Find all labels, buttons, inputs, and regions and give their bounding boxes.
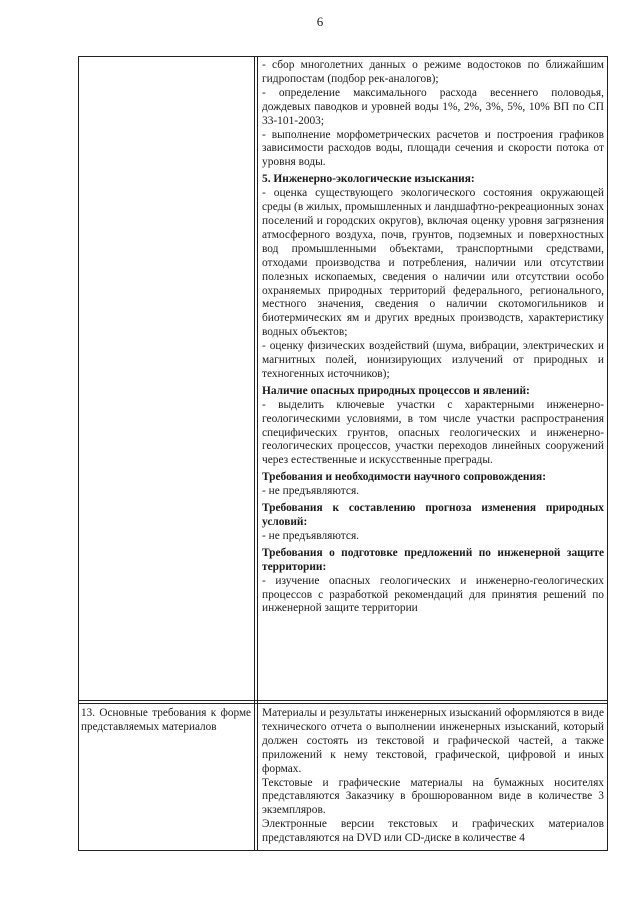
- section-heading: 5. Инженерно-экологические изыскания:: [262, 173, 475, 186]
- row2-requirements-cell: [262, 707, 604, 846]
- row-divider: [79, 703, 607, 704]
- paragraph: - оценка существующего экологического состояния окружающей среды (в жилых, промышленных и ландшафтно-рекреационных зонах поселений и городских округов), включая оценку уровня загрязнения атмосферного воздуха, почв, грунтов, подземных и поверхностных вод промышленными объектами, транспортными средствами, отходами производства и потребления, наличии или отсутствии полезных ископаемых, сведения о наличии или отсутствии особо охраняемых природных территорий федерального, регионального, местного значения, сведения о наличии скотомогильников и биотермических ям и других вредных производств, характеристику водных объектов;: [262, 187, 604, 339]
- paragraph: - сбор многолетних данных о режиме водостоков по ближайшим гидропостам (подбор рек-аналогов);: [262, 59, 604, 85]
- paragraph: Материалы и результаты инженерных изысканий оформляются в виде технического отчета о выполнении инженерных изысканий, который должен состоять из текстовой и графической частей, а также приложений к нему текстовой, графической, цифровой и иных формах.: [262, 707, 604, 775]
- paragraph: Текстовые и графические материалы на бумажных носителях представляются Заказчику в брошюрованном виде в количестве 3 экземпляров.: [262, 776, 604, 817]
- section-heading: Требования о подготовке предложений по инженерной защите территории:: [262, 546, 604, 573]
- paragraph: - изучение опасных геологических и инженерно-геологических процессов с разработкой рекомендаций для принятия решений по инженерной защите территории: [262, 574, 604, 615]
- paragraph: - не предъявляются.: [262, 485, 360, 498]
- section-heading: Требования к составлению прогноза изменения природных условий:: [262, 502, 604, 528]
- paragraph: - выполнение морфометрических расчетов и построения графиков зависимости расходов воды, площади сечения и скорости потока от уровня воды.: [262, 128, 604, 169]
- paragraph: - выделить ключевые участки с характерными инженерно-геологическими условиями, в том числе участки распространения специфических грунтов, опасных геологических и инженерно-геологических процессов, участки переходов линейных сооружений через естественные и искусственные преграды.: [262, 398, 604, 467]
- paragraph: - оценку физических воздействий (шума, вибрации, электрических и магнитных полей, ионизирующих излучений от природных и техногенных источников);: [262, 340, 604, 380]
- row-divider: [79, 700, 607, 701]
- section-heading: Требования и необходимости научного сопровождения:: [262, 471, 546, 484]
- paragraph: - определение максимального расхода весеннего половодья, дождевых паводков и уровней воды 1%, 2%, 3%, 5%, 10% ВП по СП 33-101-2003;: [262, 86, 604, 127]
- page-number: 6: [316, 14, 324, 29]
- section-heading: Наличие опасных природных процессов и явлений:: [262, 384, 530, 397]
- paragraph: Электронные версии текстовых и графических материалов представляются на DVD или CD-диске в количестве 4: [262, 818, 604, 845]
- column-divider: [257, 57, 258, 850]
- requirements-table: [78, 56, 608, 851]
- row1-requirements-cell: [262, 59, 604, 616]
- row2-label-cell: [81, 707, 251, 734]
- row-label: 13. Основные требования к форме представляемых материалов: [81, 707, 251, 733]
- column-divider: [254, 57, 255, 850]
- paragraph: - не предъявляются.: [262, 529, 360, 542]
